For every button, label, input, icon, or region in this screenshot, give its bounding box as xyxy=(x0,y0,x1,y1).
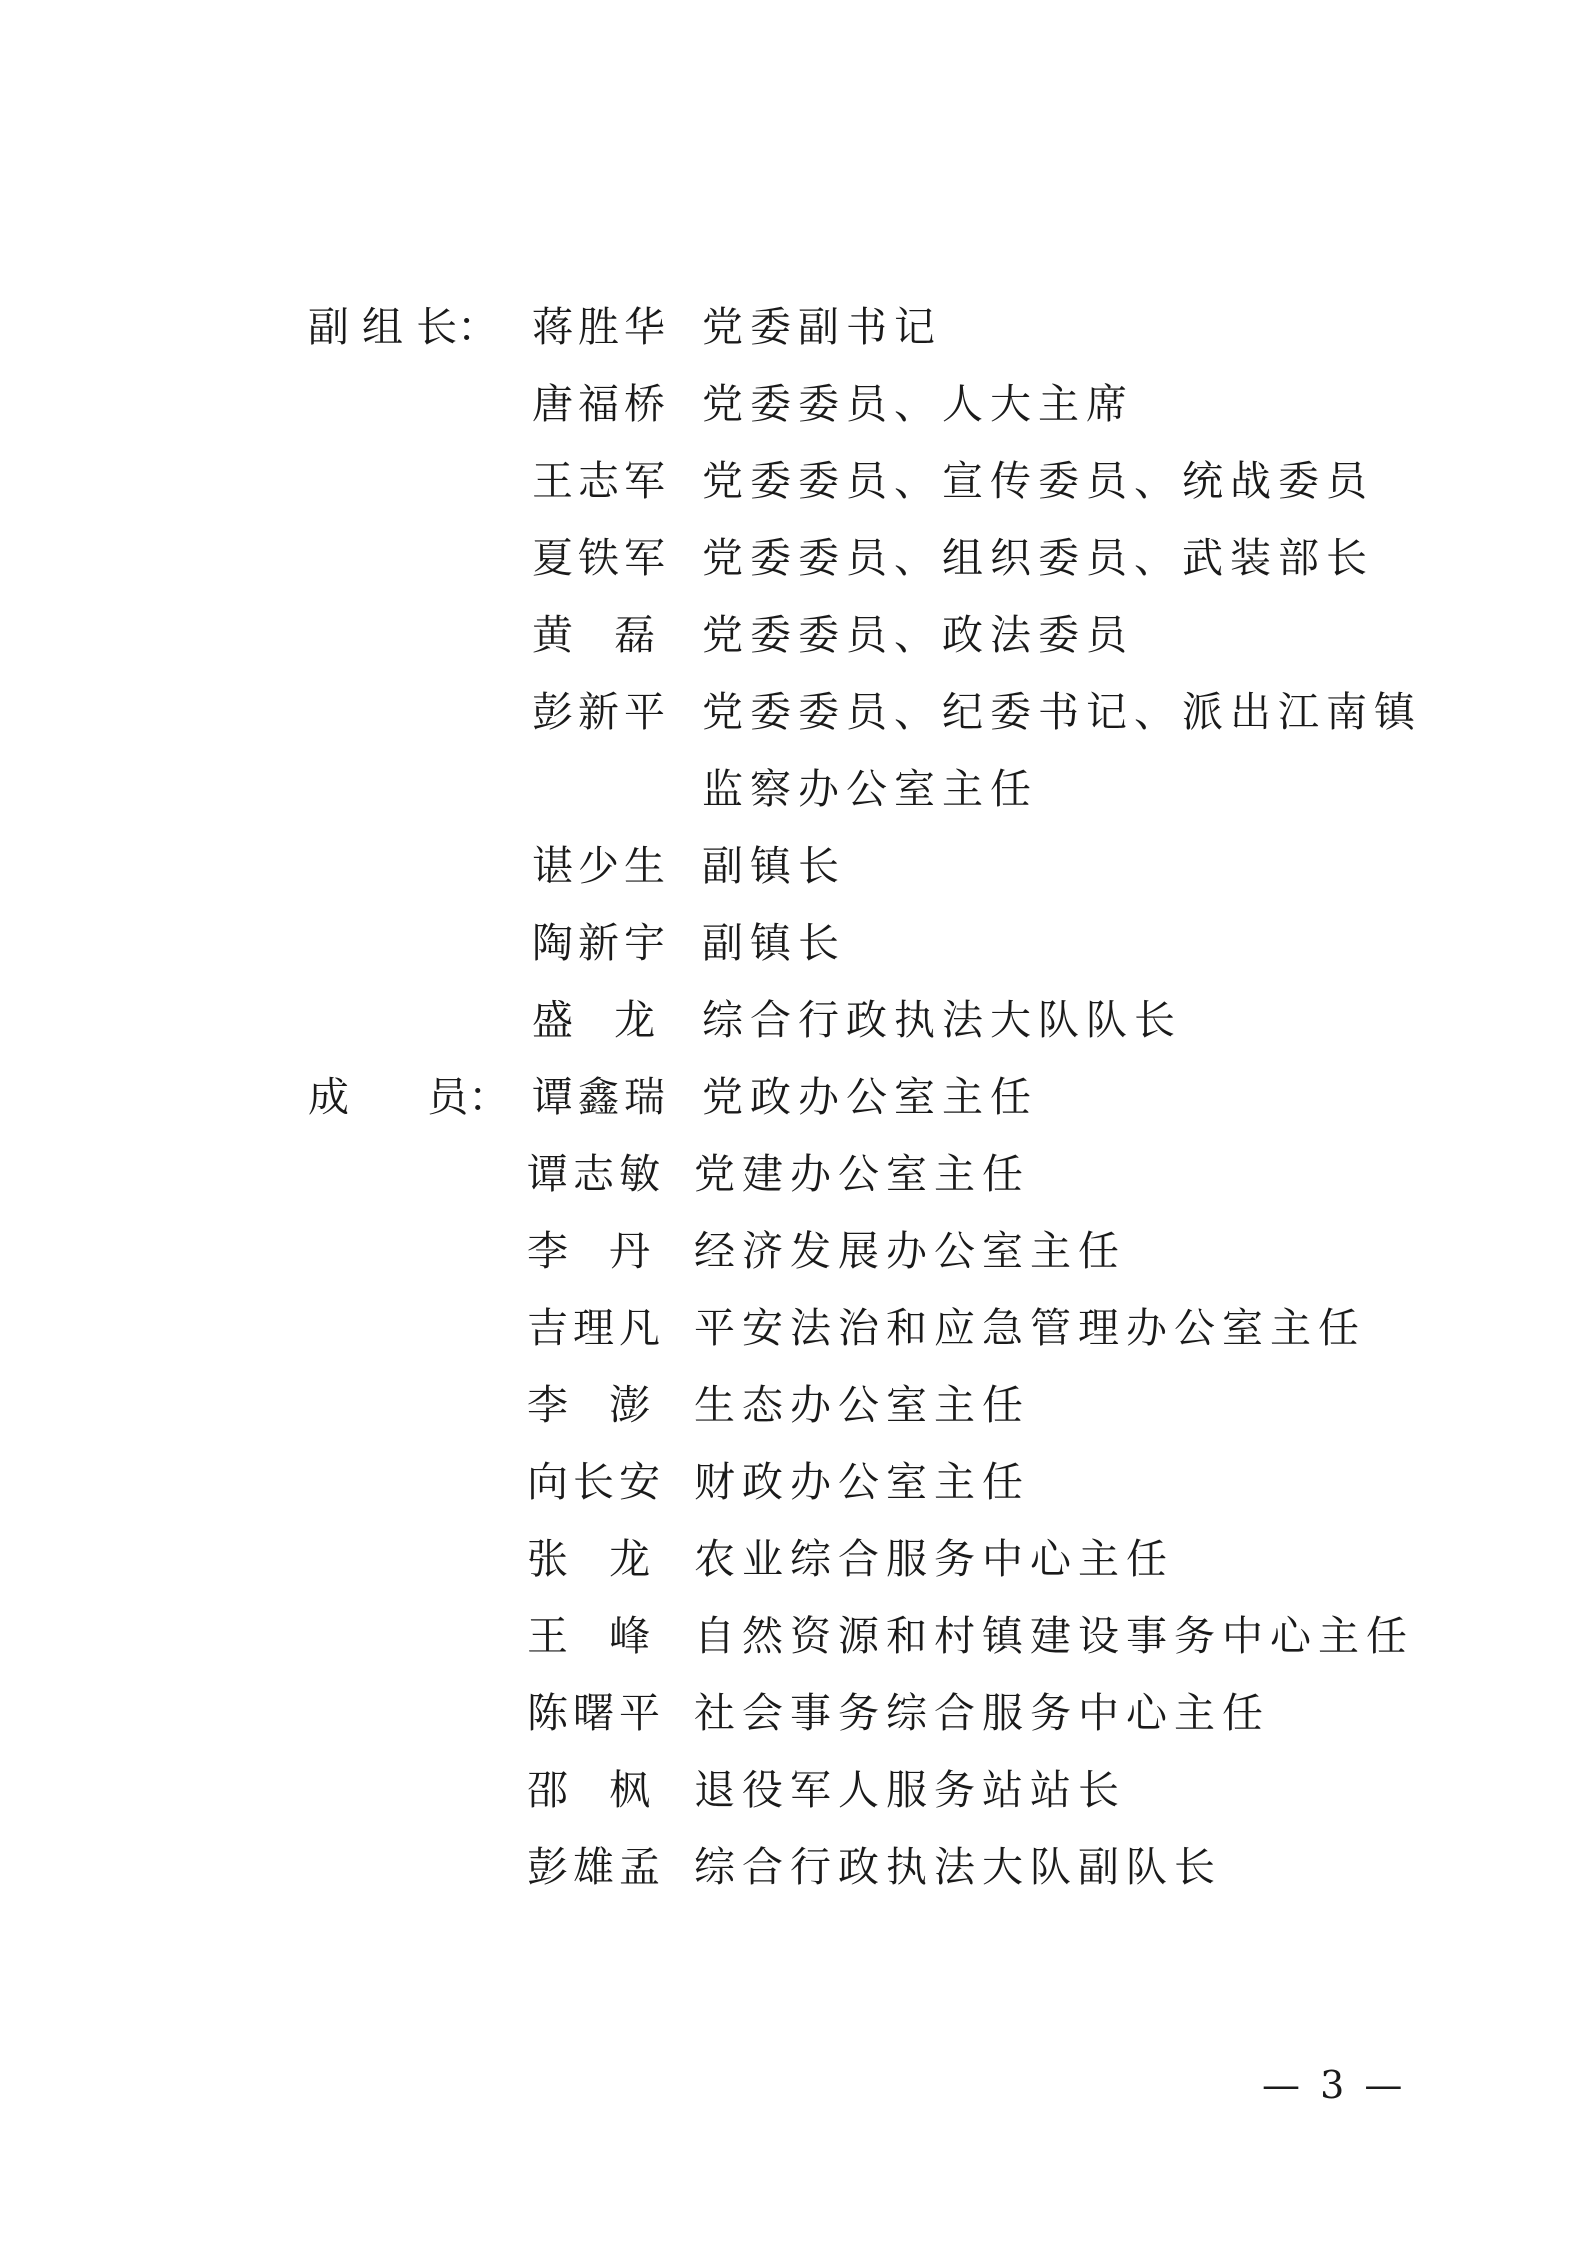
member-title: 党委委员、政法委员 xyxy=(702,611,1134,659)
member-name: 彭新平 xyxy=(532,688,670,736)
member-name: 吉理凡 xyxy=(527,1304,665,1352)
member-title: 综合行政执法大队副队长 xyxy=(694,1843,1222,1891)
member-title: 副镇长 xyxy=(702,919,846,967)
member-title: 社会事务综合服务中心主任 xyxy=(694,1689,1270,1737)
member-title: 综合行政执法大队队长 xyxy=(702,996,1182,1044)
member-name: 蒋胜华 xyxy=(532,303,670,351)
page-number: — 3 — xyxy=(1262,2063,1407,2107)
members-label: 成 员： xyxy=(308,1073,510,1121)
member-name: 谭鑫瑞 xyxy=(532,1073,670,1121)
member-title: 平安法治和应急管理办公室主任 xyxy=(694,1304,1366,1352)
member-name: 唐福桥 xyxy=(532,380,670,428)
member-title: 农业综合服务中心主任 xyxy=(694,1535,1174,1583)
member-name: 夏铁军 xyxy=(532,534,670,582)
member-name: 陶新宇 xyxy=(532,919,670,967)
member-name: 陈曙平 xyxy=(527,1689,665,1737)
member-name: 李 丹 xyxy=(527,1227,656,1275)
member-name: 谌少生 xyxy=(532,842,670,890)
member-title: 党委委员、人大主席 xyxy=(702,380,1134,428)
member-title: 财政办公室主任 xyxy=(694,1458,1030,1506)
member-title: 党委副书记 xyxy=(702,303,942,351)
member-title: 党委委员、组织委员、武装部长 xyxy=(702,534,1374,582)
member-title: 党建办公室主任 xyxy=(694,1150,1030,1198)
member-title: 退役军人服务站站长 xyxy=(694,1766,1126,1814)
member-title-continuation: 监察办公室主任 xyxy=(702,765,1038,813)
member-name: 谭志敏 xyxy=(527,1150,665,1198)
member-name: 邵 枫 xyxy=(527,1766,656,1814)
member-name: 彭雄孟 xyxy=(527,1843,665,1891)
member-title: 党政办公室主任 xyxy=(702,1073,1038,1121)
member-name: 李 澎 xyxy=(527,1381,656,1429)
member-name: 王志军 xyxy=(532,457,670,505)
member-name: 王 峰 xyxy=(527,1612,656,1660)
member-name: 张 龙 xyxy=(527,1535,656,1583)
member-title: 生态办公室主任 xyxy=(694,1381,1030,1429)
member-title: 党委委员、纪委书记、派出江南镇 xyxy=(702,688,1422,736)
member-title: 党委委员、宣传委员、统战委员 xyxy=(702,457,1374,505)
member-title: 经济发展办公室主任 xyxy=(694,1227,1126,1275)
member-name: 盛 龙 xyxy=(532,996,661,1044)
vice-leader-label: 副 组 长： xyxy=(308,303,499,351)
member-title: 自然资源和村镇建设事务中心主任 xyxy=(694,1612,1414,1660)
member-title: 副镇长 xyxy=(702,842,846,890)
member-name: 向长安 xyxy=(527,1458,665,1506)
member-name: 黄 磊 xyxy=(532,611,661,659)
